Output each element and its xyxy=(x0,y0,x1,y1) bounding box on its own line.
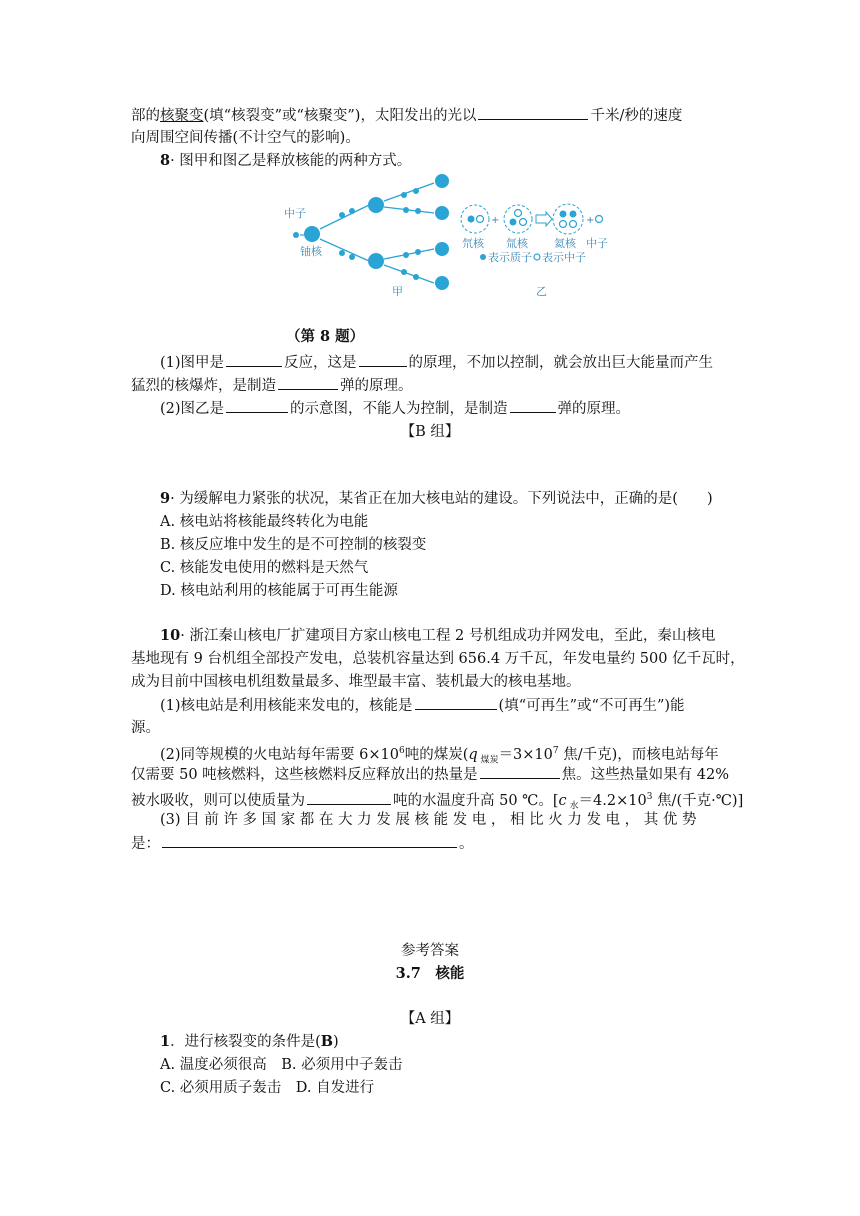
superscript: 7 xyxy=(552,746,559,756)
text-span: 被水吸收，则可以使质量为 xyxy=(131,792,305,809)
text-span: ＝3×10 xyxy=(498,746,553,763)
question-8-part-2 xyxy=(160,397,630,420)
nuclear-reaction-figure xyxy=(284,171,614,301)
group-b-heading: 【B 组】 xyxy=(400,424,460,440)
answer-blank[interactable] xyxy=(478,104,588,120)
subscript: 水 xyxy=(566,801,579,812)
text-span: (填“可再生”或“不可再生”)能 xyxy=(498,698,685,714)
label-neutron-2: 中子 xyxy=(586,237,608,250)
text-line xyxy=(131,104,682,127)
question-8-part-1 xyxy=(160,351,713,374)
answer-blank[interactable] xyxy=(480,763,560,779)
text-line: 源。 xyxy=(131,720,160,736)
option-a[interactable]: A. 核电站将核能最终转化为电能 xyxy=(160,514,369,530)
label-tritium: 氚核 xyxy=(506,237,528,250)
question-10-part-1 xyxy=(160,694,685,717)
uranium-nucleus xyxy=(304,226,320,242)
text-span: 弹的原理。 xyxy=(557,401,631,417)
text-span: 的原理，不加以控制，就会放出巨大能量而产生 xyxy=(408,355,714,371)
text-span: (2)图乙是 xyxy=(160,401,225,417)
question-text: · 浙江秦山核电厂扩建项目方家山核电工程 2 号机组成功并网发电，至此，秦山核电 xyxy=(180,628,716,644)
question-8-stem xyxy=(160,150,411,172)
text-span: 的示意图，不能人为控制，是制造 xyxy=(290,401,508,417)
answer-blank[interactable] xyxy=(226,397,288,413)
legend-proton: 表示质子 xyxy=(488,251,532,264)
text-span: 猛烈的核爆炸，是制造 xyxy=(131,378,276,394)
label-yi: 乙 xyxy=(536,285,547,298)
option-b[interactable]: B. 核反应堆中发生的是不可控制的核裂变 xyxy=(160,537,427,553)
text-span: (1)图甲是 xyxy=(160,355,225,371)
answer-blank[interactable] xyxy=(415,694,497,710)
answer-1-stem xyxy=(160,1031,339,1053)
answer-blank[interactable] xyxy=(162,832,457,848)
neutron-dot xyxy=(293,232,299,238)
text-span: 。 xyxy=(459,836,474,852)
text-line: 成为目前中国核电机组数量最多、堆型最丰富、装机最大的核电基地。 xyxy=(131,674,581,690)
text-line: 基地现有 9 台机组全部投产发电，总装机容量达到 656.4 万千瓦，年发电量约 500 亿千瓦时， xyxy=(131,651,745,667)
subscript: 煤炭 xyxy=(477,755,499,766)
question-10-part-3: (3) 目 前 许 多 国 家 都 在 大 力 发 展 核 能 发 电 ， 相 比 火 力 发 电 ， 其 优 势 xyxy=(160,812,697,828)
question-8-part-1-cont xyxy=(131,374,413,397)
answer-options-ab: A. 温度必须很高 B. 必须用中子轰击 xyxy=(160,1057,403,1073)
superscript: 6 xyxy=(398,746,405,756)
text-span: 千米/秒的速度 xyxy=(590,108,683,124)
symbol-q: q xyxy=(468,746,478,763)
question-10-stem xyxy=(160,625,715,647)
label-deuterium: 氘核 xyxy=(462,237,484,250)
section-title: 3.7 核能 xyxy=(395,965,465,982)
option-d[interactable]: D. 核电站利用的核能属于可再生能源 xyxy=(160,583,398,599)
question-number: 10 xyxy=(160,627,181,644)
text-span: 焦/千克)，而核电站每年 xyxy=(558,746,719,763)
legend-neutron: 表示中子 xyxy=(542,251,586,264)
label-jia: 甲 xyxy=(392,285,403,298)
question-text: · 图甲和图乙是释放核能的两种方式。 xyxy=(170,153,412,169)
uranium-nucleus-3 xyxy=(368,253,384,269)
text-span: ＝4.2×10 xyxy=(578,792,647,809)
figure-caption: （第 8 题） xyxy=(286,328,365,345)
question-text: ．进行核裂变的条件是( xyxy=(170,1034,321,1050)
text-span: 吨的水温度升高 50 ℃。[ xyxy=(393,792,559,809)
question-text: · 为缓解电力紧张的状况，某省正在加大核电站的建设。下列说法中，正确的是( ) xyxy=(170,491,713,507)
text-span: (填“核裂变”或“核聚变”)，太阳发出的光以 xyxy=(203,108,477,124)
uranium-nucleus-2 xyxy=(368,197,384,213)
text-line xyxy=(131,832,474,855)
question-number: 1 xyxy=(160,1033,171,1050)
question-number: 8 xyxy=(160,152,171,169)
text-span: 反应，这是 xyxy=(284,355,357,371)
answer-blank[interactable] xyxy=(359,351,407,367)
handwritten-answer: 核聚变 xyxy=(160,108,204,124)
text-span: ) xyxy=(333,1034,339,1050)
answer-blank[interactable] xyxy=(307,789,391,805)
text-span: 吨的煤炭( xyxy=(404,746,469,763)
question-9-stem xyxy=(160,488,713,510)
label-helium: 氦核 xyxy=(554,237,576,250)
text-span: 弹的原理。 xyxy=(340,378,413,394)
text-span: 焦。这些热量如果有 42% xyxy=(561,767,730,783)
answer-blank[interactable] xyxy=(278,374,338,390)
text-span: 是： xyxy=(131,836,160,852)
group-a-heading: 【A 组】 xyxy=(400,1011,460,1027)
label-neutron: 中子 xyxy=(284,207,306,220)
fission-chain-diagram xyxy=(293,174,449,290)
text-span: (1)核电站是利用核能来发电的，核能是 xyxy=(160,698,413,714)
symbol-c: c xyxy=(558,792,567,809)
answer-blank[interactable] xyxy=(510,397,556,413)
answers-title: 参考答案 xyxy=(401,943,459,959)
svg-text:+: + xyxy=(491,215,500,226)
answer-key: B xyxy=(320,1033,334,1050)
text-line xyxy=(131,763,729,786)
svg-text:+: + xyxy=(586,215,595,226)
option-c[interactable]: C. 核能发电使用的燃料是天然气 xyxy=(160,560,369,576)
text-span: 部的 xyxy=(131,108,160,124)
superscript: 3 xyxy=(646,792,653,802)
answer-options-cd: C. 必须用质子轰击 D. 自发进行 xyxy=(160,1080,375,1096)
text-line: 向周围空间传播(不计空气的影响)。 xyxy=(131,130,360,146)
label-uranium: 铀核 xyxy=(300,245,322,258)
question-number: 9 xyxy=(160,490,171,507)
text-span: (2)同等规模的火电站每年需要 6×10 xyxy=(160,746,399,763)
answer-blank[interactable] xyxy=(226,351,282,367)
text-span: 仅需要 50 吨核燃料，这些核燃料反应释放出的热量是 xyxy=(131,767,478,783)
text-span: 焦/(千克·℃)] xyxy=(652,792,744,809)
